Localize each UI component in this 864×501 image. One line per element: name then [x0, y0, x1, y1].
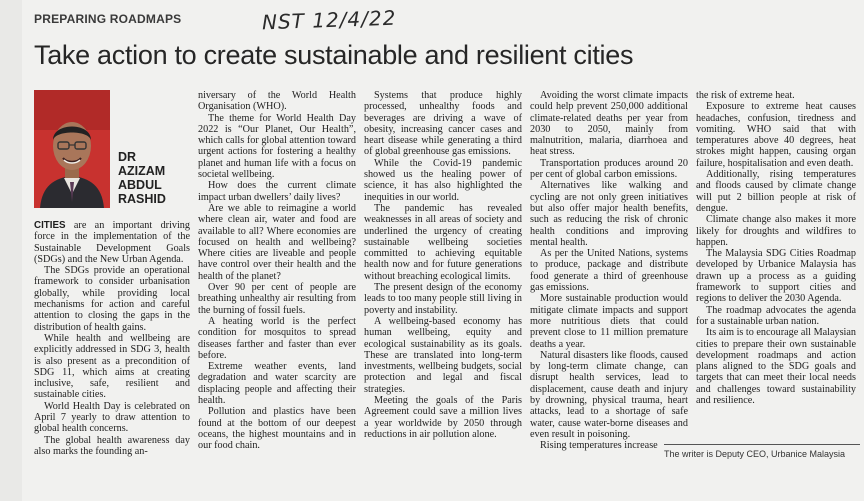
column-1-paragraph: [34, 220, 190, 265]
column-5-paragraph: the risk of extreme heat.: [696, 90, 795, 101]
column-3-paragraph: The pandemic has revealed weaknesses in all areas of society and underlined the urgency of creating sustainable wellbeing societies committed to achieving equitable health now and for future generations without breaching ecological limits.: [364, 202, 522, 282]
author-name-line-1: AZIZAM: [118, 164, 166, 178]
lead-text: are an important driving force in the implementation of the Sustainable Development Goals (SDGs) and the New Urban Agenda.: [34, 220, 190, 265]
column-2-paragraph: Are we able to reimagine a world where clean air, water and food are available to all? Where economies are focused on health and wellbeing? Where cities are liveable and people have control over their health and the health of the planet?: [198, 202, 356, 282]
column-2-paragraph: The theme for World Health Day 2022 is “Our Planet, Our Health”, which calls for global attention toward urgent actions for fostering a healthy planet and human life with a focus on societal wellbeing.: [198, 112, 356, 181]
author-name-line-3: RASHID: [118, 192, 166, 206]
writer-note: The writer is Deputy CEO, Urbanice Malaysia: [664, 449, 846, 459]
column-5-paragraph: Exposure to extreme heat causes headaches, confusion, tiredness and vomiting. WHO said that with temperatures above 40 degrees, heat strokes might happen, causing organ failure, hospitalisation and even death.: [696, 101, 856, 169]
section-kicker: PREPARING ROADMAPS: [34, 12, 182, 26]
column-4-paragraph: As per the United Nations, systems to produce, package and distribute food generate a third of greenhouse gas emissions.: [530, 248, 688, 294]
author-photo: [34, 90, 110, 208]
author-title: DR: [118, 150, 137, 164]
column-4-paragraph: Natural disasters like floods, caused by long-term climate change, can disrupt health services, lead to displacement, cause death and injury by drowning, physical trauma, heart attacks, lead to a shortage of safe water, cause water-borne diseases and even result in poisoning.: [530, 349, 688, 440]
author-portrait-image: [34, 90, 110, 208]
column-5-paragraph: Additionally, rising temperatures and floods caused by climate change will put 2 billion people at risk of dengue.: [696, 169, 856, 214]
column-3-paragraph: While the Covid-19 pandemic showed us the healing power of science, it has also highlighted the inequities in our world.: [364, 157, 522, 203]
headline: Take action to create sustainable and resilient cities: [34, 40, 634, 70]
column-4-paragraph: Avoiding the worst climate impacts could help prevent 250,000 additional climate-related deaths per year from 2030 to 2050, mainly from malnutrition, malaria, diarrhoea and heat stress.: [530, 90, 688, 158]
column-1-paragraph: The global health awareness day also marks the founding an-: [34, 434, 190, 457]
author-byline: [118, 150, 166, 206]
column-2-paragraph: Over 90 per cent of people are breathing unhealthy air resulting from the burning of fossil fuels.: [198, 282, 356, 316]
column-1-paragraph: The SDGs provide an operational framework to consider urbanisation globally, while providing local mechanisms for action and careful attention to closing the gaps in the distribution of health gains.: [34, 265, 190, 333]
column-2-paragraph: Extreme weather events, land degradation and water scarcity are displacing people and affecting their health.: [198, 361, 356, 407]
column-3-paragraph: The present design of the economy leads to too many people still living in poverty and instability.: [364, 282, 522, 316]
column-2-paragraph: How does the current climate impact urban dwellers’ daily lives?: [198, 180, 356, 203]
column-4-paragraph: Rising temperatures increase: [540, 440, 658, 452]
column-4-paragraph: More sustainable production would mitigate climate impacts and support more nutritious diets that could prevent close to 11 million premature deaths a year.: [530, 293, 688, 350]
article-column-5: [696, 90, 856, 406]
column-1-paragraph: While health and wellbeing are explicitly addressed in SDG 3, health is also present as a precondition of SDG 11, which aims at creating inclusive, safe, resilient and sustainable cities.: [34, 332, 190, 401]
author-name-line-2: ABDUL: [118, 178, 162, 192]
article-column-1: [34, 220, 190, 457]
writer-divider: [664, 444, 860, 445]
article-column-3: [364, 90, 522, 440]
article-column-2: [198, 90, 356, 452]
lead-word: CITIES: [34, 220, 66, 231]
column-3-paragraph: A wellbeing-based economy has human wellbeing, equity and ecological sustainability as its goals. These are translated into long-term investments, wellbeing budgets, social protection and legal and fiscal strategies.: [364, 315, 522, 395]
column-2-paragraph: Pollution and plastics have been found at the bottom of our deepest oceans, the highest mountains and in our food chain.: [198, 406, 356, 452]
column-5-paragraph: The roadmap advocates the agenda for a sustainable urban nation.: [696, 304, 856, 327]
column-5-paragraph: The Malaysia SDG Cities Roadmap developed by Urbanice Malaysia has drawn up a process as a guiding framework to support cities and regions to deliver the 2030 Agenda.: [696, 248, 856, 305]
column-3-paragraph: Systems that produce highly processed, unhealthy foods and beverages are driving a wave of obesity, increasing cancer cases and heart disease while generating a third of global greenhouse gas emissions.: [364, 90, 522, 158]
article-column-4: [530, 90, 688, 452]
column-1-paragraph: World Health Day is celebrated on April 7 yearly to draw attention to global health concerns.: [34, 400, 190, 435]
handwritten-date-note: NST 12/4/22: [261, 5, 397, 35]
column-5-paragraph: Climate change also makes it more likely for droughts and wildfires to happen.: [696, 214, 856, 248]
column-4-paragraph: Alternatives like walking and cycling are not only green initiatives but also offer major health benefits, such as reducing the risk of chronic health conditions and improving mental health.: [530, 180, 688, 248]
column-2-paragraph: niversary of the World Health Organisation (WHO).: [198, 90, 356, 113]
column-4-paragraph: Transportation produces around 20 per cent of global carbon emissions.: [530, 157, 688, 181]
column-2-paragraph: A heating world is the perfect condition for mosquitos to spread diseases farther and faster than ever before.: [198, 315, 356, 361]
column-3-paragraph: Meeting the goals of the Paris Agreement could save a million lives a year worldwide by 2050 through reductions in air pollution alone.: [364, 395, 522, 440]
column-5-paragraph: Its aim is to encourage all Malaysian cities to prepare their own sustainable development roadmaps and action plans aligned to the SDG goals and targets that can meet their local needs and challenges toward sustainability and resilience.: [696, 327, 856, 407]
